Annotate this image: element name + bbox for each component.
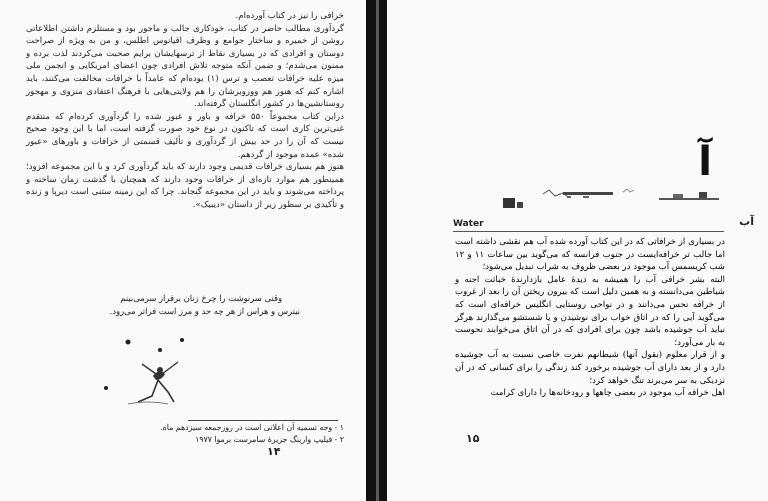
right-page-body	[455, 236, 725, 400]
page-edge	[376, 0, 379, 501]
footnote-divider	[188, 420, 338, 421]
landscape-strip-illustration	[503, 180, 723, 220]
paragraph: هنوز هم بسیاری خرافات قدیمی وجود دارند که باید گردآوری کرد و با این مجموعه افزود؛ همینطور هم موارد تازه‌ای از خرافات وجود دارند که همچنان با گذشت زمان ساخته و پرداخته می‌شوند و باید در این مجموعه گنجاند. چرا که این زمینه ستنی است دیرپا و زنده و تأکیدی بر سطور زیر از داستان «دیبیک».	[26, 162, 344, 210]
paragraph: گردآوری مطالب حاضر در کتاب، خودکاری جالب و ماجور بود و مستلزم داشتن اطلاعاتی روشن از خمیره و ساختار جوامع و وظرف اقیانوس اطلس، و من به ویژه از صراحت دوستان و افرادی که در بسیاری نقاط از ترسهایشان برایم صحبت می‌کردند لذت برده و ممنون می‌شدم؛ و ضمن آنکه متوجه تلاش افرادی چون اعضای امریکایی و انجمن ملی میزه علیه خرافات تعصب و ترس (۱) بوده‌ام که عامداً با خرافات مخالفت می‌کنند، باید اشاره کنم که هنوز هم ووروبرشان را هم ولایتی‌هایی با فرهنگ اعتقادی منزوی و مهجور روستانشین‌ها در کشور انگلستان گرفته‌اند.	[26, 23, 344, 110]
entry-heading-fa: آب	[739, 215, 754, 228]
left-page	[0, 0, 366, 501]
paragraph: در بسیاری از خرافاتی که در این کتاب آورده شده آب هم نقشی داشته است اما جالب تر خرافه‌ایست در جنوب فرانسه که می‌گوید بین ساعات ۱۱ و ۱۲ شب کریسمس آب موجود در بعضی ظروف به شراب تبدیل می‌شود؛	[455, 237, 725, 273]
entry-heading-en: Water	[453, 219, 484, 229]
page-number: ۱۴	[267, 445, 281, 458]
left-page-body	[26, 10, 344, 212]
dancing-figure-illustration	[98, 330, 198, 410]
paragraph: اهل خرافه آب موجود در بعضی چاهها و رودخانه‌ها را دارای کرامت	[490, 388, 725, 399]
paragraph: و از قرار معلوم (بقول آنها) شیطانهم نفرت خاصی نسبت به آب جوشیده دارد و از بعد دارای آب جوشیده برخورد کند زندگی را برای کسانی که در آن نزدیکی به سر می‌برند تنگ خواهد کرد؛	[455, 350, 725, 386]
poem-quote	[60, 292, 300, 317]
poem-line: نیترس و هراس از هر چه حد و مرز است فراتر می‌رود.	[109, 305, 300, 316]
footnotes	[114, 422, 344, 446]
footnote: ۱ - وجه تسمیه آن اعلانی است در روزجمعه سیزدهم ماه.	[160, 423, 344, 432]
paragraph: دراین کتاب مجموعاً ۵۵۰ خرافه و باور و عبور شده را گردآوری کرده‌ام که منتقدم غنی‌ترین کاری است که تاکنون در نوع خود صورت گرفته است، اما با این وجود صحیح نیست که آن را در حد بیش از گردآوری و تألیف قسمتی از خرافات و باورهای «عبور شده» عمده موجود از گردهم.	[26, 111, 344, 160]
poem-line: وقتی سرنوشت را چرخ زنان برفراز سرمی‌بینم	[120, 293, 282, 303]
paragraph: البته بشر خرافی آب را همیشه به دیدهٔ عامل بازدارندهٔ خباثت اجنه و شیاطین می‌دانسته و به همین دلیل است که بیرون ریختن آن را بعد از غروب از خرافه نحس می‌دانند و در نواحی روستایی انگلیس خرافه‌ای است که می‌گوید آبی را که در اتاق خواب برای نوشیدن و یا شستشو می‌گذارند هرگز نباید آب جوشیده باشد چون برای افرادی که در آن اتاق می‌خوابند نحوست به بار می‌آورد؛	[455, 274, 725, 348]
chapter-letter: آ	[698, 139, 712, 185]
paragraph: خرافی را نیز در کتاب آورده‌ام.	[235, 11, 344, 21]
footnote: ۲ - فیلیپ وارینگ جزیرهٔ سامرست برموا ۱۹۷۷	[195, 435, 344, 444]
entry-heading-rule	[453, 231, 724, 232]
page-number: ۱۵	[466, 432, 480, 445]
